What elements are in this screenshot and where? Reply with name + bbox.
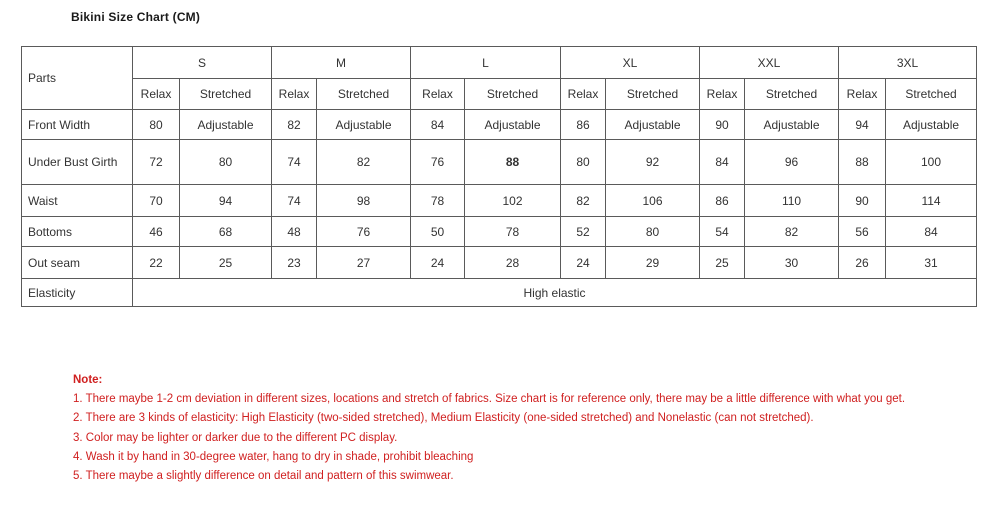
relax-header: Relax bbox=[700, 79, 745, 110]
table-cell: 48 bbox=[272, 217, 317, 247]
table-cell: 76 bbox=[317, 217, 411, 247]
table-cell: 82 bbox=[272, 110, 317, 140]
size-chart-table bbox=[21, 46, 977, 307]
table-cell: Adjustable bbox=[317, 110, 411, 140]
size-header-s: S bbox=[133, 47, 272, 79]
table-cell: 84 bbox=[700, 140, 745, 185]
relax-header: Relax bbox=[133, 79, 180, 110]
relax-header: Relax bbox=[839, 79, 886, 110]
stretched-header: Stretched bbox=[886, 79, 977, 110]
table-cell: 68 bbox=[180, 217, 272, 247]
table-cell: 76 bbox=[411, 140, 465, 185]
table-cell: 82 bbox=[745, 217, 839, 247]
table-cell: 29 bbox=[606, 247, 700, 279]
table-row bbox=[22, 110, 977, 140]
stretched-header: Stretched bbox=[745, 79, 839, 110]
elasticity-row bbox=[22, 279, 977, 307]
stretched-header: Stretched bbox=[606, 79, 700, 110]
note-item: 1. There maybe 1-2 cm deviation in different sizes, locations and stretch of fabrics. Size chart is for reference only, there may be a little difference with what you get. bbox=[73, 393, 906, 406]
elasticity-value: High elastic bbox=[133, 279, 977, 307]
table-cell: 100 bbox=[886, 140, 977, 185]
table-cell: 78 bbox=[465, 217, 561, 247]
table-cell: 24 bbox=[411, 247, 465, 279]
table-cell: 106 bbox=[606, 185, 700, 217]
table-cell: 80 bbox=[561, 140, 606, 185]
relax-header: Relax bbox=[561, 79, 606, 110]
note-item: 5. There maybe a slightly difference on detail and pattern of this swimwear. bbox=[73, 470, 454, 483]
table-row bbox=[22, 140, 977, 185]
relax-header: Relax bbox=[272, 79, 317, 110]
table-cell: 25 bbox=[180, 247, 272, 279]
note-item: 4. Wash it by hand in 30-degree water, hang to dry in shade, prohibit bleaching bbox=[73, 450, 474, 463]
table-cell: 54 bbox=[700, 217, 745, 247]
table-cell: Adjustable bbox=[606, 110, 700, 140]
table-cell: 80 bbox=[606, 217, 700, 247]
size-header-xl: XL bbox=[561, 47, 700, 79]
table-cell: 28 bbox=[465, 247, 561, 279]
stretched-header: Stretched bbox=[465, 79, 561, 110]
notes-section bbox=[73, 371, 983, 486]
table-cell: 84 bbox=[886, 217, 977, 247]
parts-header: Parts bbox=[22, 47, 133, 110]
table-cell: 102 bbox=[465, 185, 561, 217]
table-cell: 82 bbox=[317, 140, 411, 185]
table-cell: 27 bbox=[317, 247, 411, 279]
subheader-row bbox=[22, 79, 977, 110]
table-cell: 23 bbox=[272, 247, 317, 279]
table-cell: 31 bbox=[886, 247, 977, 279]
table-cell: 25 bbox=[700, 247, 745, 279]
table-cell: 96 bbox=[745, 140, 839, 185]
part-label: Waist bbox=[22, 185, 133, 217]
table-cell: 74 bbox=[272, 185, 317, 217]
table-cell: 86 bbox=[700, 185, 745, 217]
part-label: Front Width bbox=[22, 110, 133, 140]
table-cell: 52 bbox=[561, 217, 606, 247]
table-cell: 94 bbox=[839, 110, 886, 140]
table-cell: 46 bbox=[133, 217, 180, 247]
table-cell: 50 bbox=[411, 217, 465, 247]
note-item: 2. There are 3 kinds of elasticity: High Elasticity (two-sided stretched), Medium Elasticity (one-sided stretched) and Nonelastic (can not stretched). bbox=[73, 412, 814, 425]
table-cell: 74 bbox=[272, 140, 317, 185]
size-header-3xl: 3XL bbox=[839, 47, 977, 79]
elasticity-label: Elasticity bbox=[22, 279, 133, 307]
table-cell: 94 bbox=[180, 185, 272, 217]
table-cell: 80 bbox=[180, 140, 272, 185]
size-header-xxl: XXL bbox=[700, 47, 839, 79]
table-cell: Adjustable bbox=[745, 110, 839, 140]
note-item: 3. Color may be lighter or darker due to the different PC display. bbox=[73, 431, 398, 444]
table-row bbox=[22, 185, 977, 217]
table-cell: 98 bbox=[317, 185, 411, 217]
relax-header: Relax bbox=[411, 79, 465, 110]
table-cell: 26 bbox=[839, 247, 886, 279]
part-label: Out seam bbox=[22, 247, 133, 279]
table-cell: 78 bbox=[411, 185, 465, 217]
table-cell: 88 bbox=[839, 140, 886, 185]
table-row bbox=[22, 247, 977, 279]
part-label: Under Bust Girth bbox=[22, 140, 133, 185]
part-label: Bottoms bbox=[22, 217, 133, 247]
table-cell: 22 bbox=[133, 247, 180, 279]
table-cell: 114 bbox=[886, 185, 977, 217]
notes-title: Note: bbox=[73, 374, 103, 386]
table-cell: 110 bbox=[745, 185, 839, 217]
stretched-header: Stretched bbox=[180, 79, 272, 110]
table-cell: 84 bbox=[411, 110, 465, 140]
table-cell: Adjustable bbox=[465, 110, 561, 140]
table-cell: 30 bbox=[745, 247, 839, 279]
size-header-l: L bbox=[411, 47, 561, 79]
table-cell: 92 bbox=[606, 140, 700, 185]
size-header-row bbox=[22, 47, 977, 79]
chart-title: Bikini Size Chart (CM) bbox=[71, 10, 201, 24]
table-cell: 70 bbox=[133, 185, 180, 217]
stretched-header: Stretched bbox=[317, 79, 411, 110]
table-cell: 24 bbox=[561, 247, 606, 279]
table-cell: Adjustable bbox=[180, 110, 272, 140]
table-cell: 72 bbox=[133, 140, 180, 185]
table-cell: 82 bbox=[561, 185, 606, 217]
size-header-m: M bbox=[272, 47, 411, 79]
table-cell: 88 bbox=[465, 140, 561, 185]
table-cell: 56 bbox=[839, 217, 886, 247]
table-cell: Adjustable bbox=[886, 110, 977, 140]
table-cell: 90 bbox=[839, 185, 886, 217]
table-cell: 80 bbox=[133, 110, 180, 140]
table-row bbox=[22, 217, 977, 247]
table-cell: 86 bbox=[561, 110, 606, 140]
table-cell: 90 bbox=[700, 110, 745, 140]
